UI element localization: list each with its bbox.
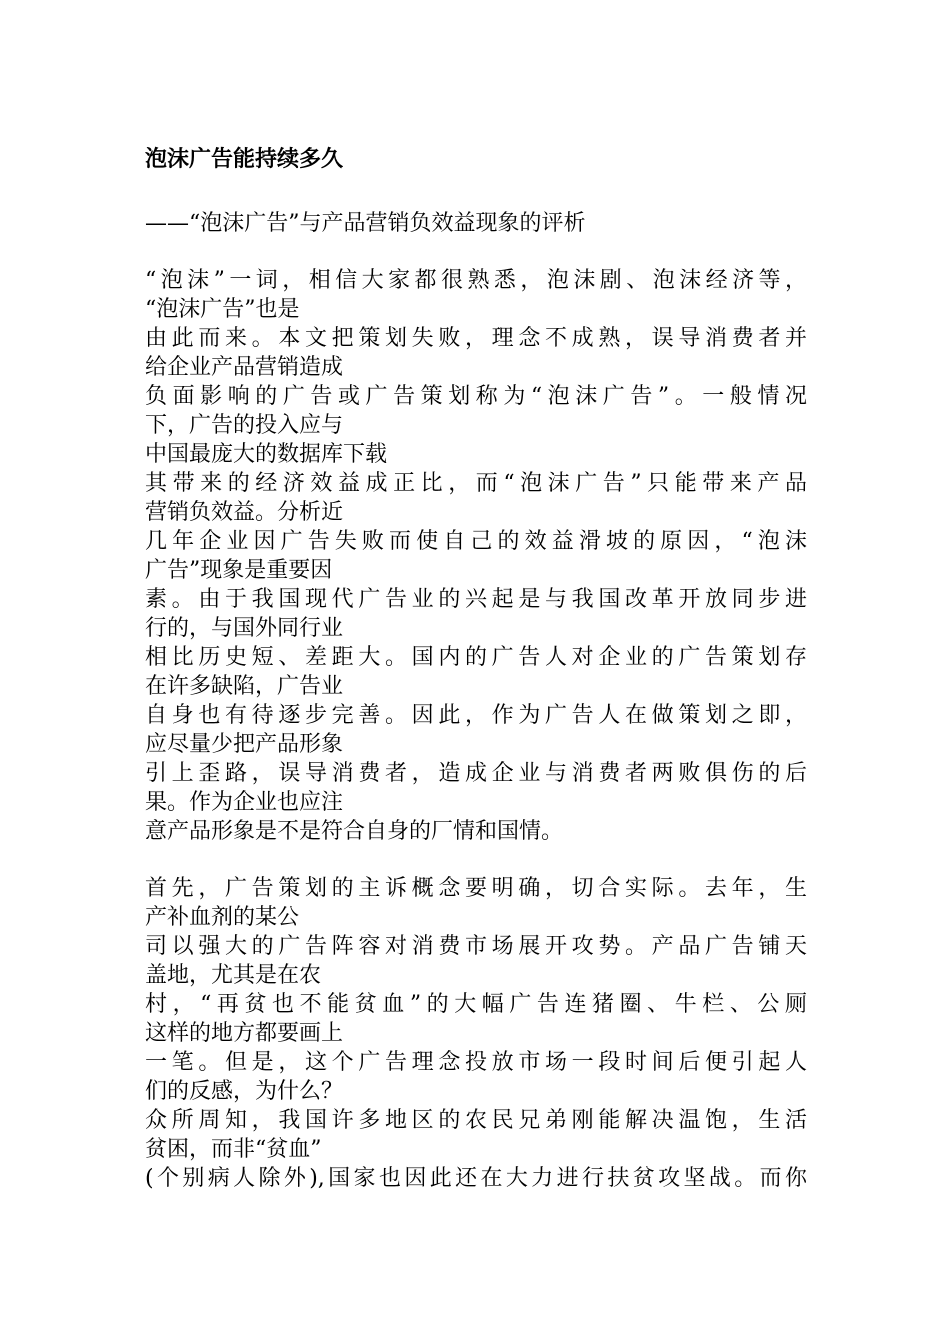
- paragraph-1: [145, 266, 807, 846]
- text-line: 产补血剂的某公: [145, 905, 300, 930]
- text-line: 几年企业因广告失败而使自己的效益滑坡的原因，“泡沫: [145, 529, 807, 554]
- text-line: 贫困，而非“贫血”: [145, 1137, 322, 1162]
- text-line: (个别病人除外),国家也因此还在大力进行扶贫攻坚战。而你: [145, 1166, 807, 1191]
- text-line: 这样的地方都要画上: [145, 1021, 344, 1046]
- text-line: 行的，与国外同行业: [145, 616, 344, 641]
- text-line: 广告”现象是重要因: [145, 558, 333, 583]
- document-title: 泡沫广告能持续多久: [145, 147, 344, 172]
- text-line: 相比历史短、差距大。国内的广告人对企业的广告策划存: [145, 645, 807, 670]
- paragraph-2: [145, 874, 807, 1193]
- text-line: 中国最庞大的数据库下载: [145, 442, 388, 467]
- text-line: 果。作为企业也应注: [145, 790, 344, 815]
- text-line: 素。由于我国现代广告业的兴起是与我国改革开放同步进: [145, 587, 807, 612]
- text-line: 自身也有待逐步完善。因此，作为广告人在做策划之即，: [145, 703, 807, 728]
- text-line: 首先，广告策划的主诉概念要明确，切合实际。去年，生: [145, 876, 807, 901]
- text-line: 村，“再贫也不能贫血”的大幅广告连猪圈、牛栏、公厕: [145, 992, 807, 1017]
- text-line: 引上歪路，误导消费者，造成企业与消费者两败俱伤的后: [145, 761, 807, 786]
- text-line: 由此而来。本文把策划失败，理念不成熟，误导消费者并: [145, 326, 807, 351]
- text-line: 一笔。但是，这个广告理念投放市场一段时间后便引起人: [145, 1050, 807, 1075]
- text-line: 们的反感，为什么？: [145, 1079, 344, 1104]
- text-line: “泡沫”一词，相信大家都很熟悉，泡沫剧、泡沫经济等，: [145, 268, 807, 293]
- text-line: 负面影响的广告或广告策划称为“泡沫广告”。一般情况: [145, 384, 807, 409]
- text-line: 盖地，尤其是在农: [145, 963, 322, 988]
- text-line: 其带来的经济效益成正比，而“泡沫广告”只能带来产品: [145, 471, 807, 496]
- text-line: 司以强大的广告阵容对消费市场展开攻势。产品广告铺天: [145, 934, 807, 959]
- text-line: “泡沫广告”也是: [145, 297, 300, 322]
- text-line: 给企业产品营销造成: [145, 355, 344, 380]
- text-line: 下，广告的投入应与: [145, 413, 344, 438]
- document-subtitle: ——“泡沫广告”与产品营销负效益现象的评析: [145, 211, 586, 236]
- text-line: 意产品形象是不是符合自身的厂情和国情。: [145, 819, 564, 844]
- text-line: 营销负效益。分析近: [145, 500, 344, 525]
- text-line: 应尽量少把产品形象: [145, 732, 344, 757]
- text-line: 在许多缺陷，广告业: [145, 674, 344, 699]
- text-line: 众所周知，我国许多地区的农民兄弟刚能解决温饱，生活: [145, 1108, 807, 1133]
- document-page: [145, 140, 807, 1193]
